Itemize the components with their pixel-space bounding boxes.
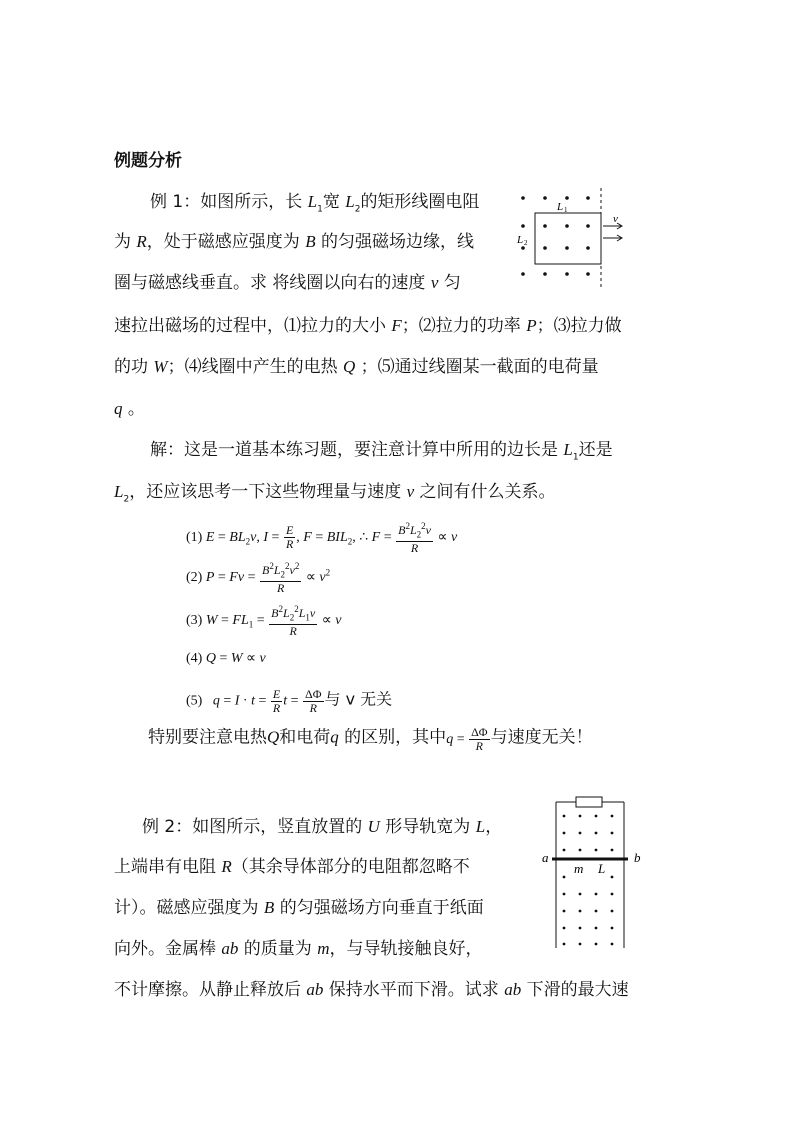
solution-note: 特别要注意电热Q和电荷q 的区别，其中q = $\frac{\Delta\Phi}{R}$ 与速度无关！ <box>148 725 593 753</box>
field-dots <box>563 815 614 946</box>
coil-rectangle <box>535 213 601 264</box>
svg-text:L: L <box>557 201 564 213</box>
equation-2: (2) P = Fv = $\frac{B^2L_2^2v^2}{R}$ ∝ $v^2$ <box>186 561 331 596</box>
svg-text:1: 1 <box>564 206 568 214</box>
example2-line2: 上端串有电阻 R（其余导体部分的电阻都忽略不 <box>114 857 470 877</box>
equation-4: (4) Q = W ∝ v <box>186 651 266 666</box>
svg-text:m: m <box>574 861 584 876</box>
svg-text:2: 2 <box>524 239 528 247</box>
equation-5: (5) q = I · t = $\frac{E}{R}$ t = $\frac{\Delta\Phi}{R}$ 与 v 无关 <box>186 687 393 715</box>
example2-line5: 不计摩擦。从静止释放后 ab 保持水平而下滑。试求 ab 下滑的最大速 <box>114 980 629 1000</box>
section-heading: 例题分析 <box>114 151 182 171</box>
equation-1: (1) $E = BL_2v$, I = $\frac{E}{R}$ , $F = BIL_2$, ∴ F = $\frac{B^2L_2^2v}{R}$ ∝ v <box>186 521 458 556</box>
example2-line4: 向外。金属棒 ab 的质量为 m，与导轨接触良好， <box>114 939 483 959</box>
svg-text:v: v <box>613 213 618 225</box>
example2-line1: 例 2：如图所示，竖直放置的 U 形导轨宽为 L， <box>142 817 503 837</box>
equation-3: (3) $W = FL_1$ = $\frac{B^2L_2^2L_1v}{R}$ ∝ v <box>186 604 342 639</box>
example1-line2: 为 R，处于磁感应强度为 B 的匀强磁场边缘，线 <box>114 232 474 252</box>
resistor <box>576 797 602 807</box>
solution-line1: 解：这是一道基本练习题，要注意计算中所用的边长是 $L_1$还是 <box>150 440 613 463</box>
svg-text:b: b <box>634 850 641 865</box>
example1-line6: q 。 <box>114 399 145 419</box>
example1-line3: 圈与磁感线垂直。求 将线圈以向右的速度 v 匀 <box>114 273 461 293</box>
svg-text:L: L <box>517 234 524 246</box>
example1-line5: 的功 W；⑷线圈中产生的电热 Q ；⑸通过线圈某一截面的电荷量 <box>114 357 599 377</box>
rail-figure <box>540 792 650 952</box>
example2-line3: 计）。磁感应强度为 B 的匀强磁场方向垂直于纸面 <box>114 898 484 918</box>
solution-line2: $L_2$，还应该思考一下这些物理量与速度 v 之间有什么关系。 <box>114 482 556 505</box>
svg-text:a: a <box>542 850 549 865</box>
svg-text:L: L <box>598 861 606 876</box>
coil-figure <box>515 186 618 291</box>
example1-line4: 速拉出磁场的过程中，⑴拉力的大小 F；⑵拉力的功率 P；⑶拉力做 <box>114 316 622 336</box>
example1-line1: 例 1：如图所示，长 $L_1$宽 $L_2$的矩形线圈电阻 <box>150 192 480 215</box>
